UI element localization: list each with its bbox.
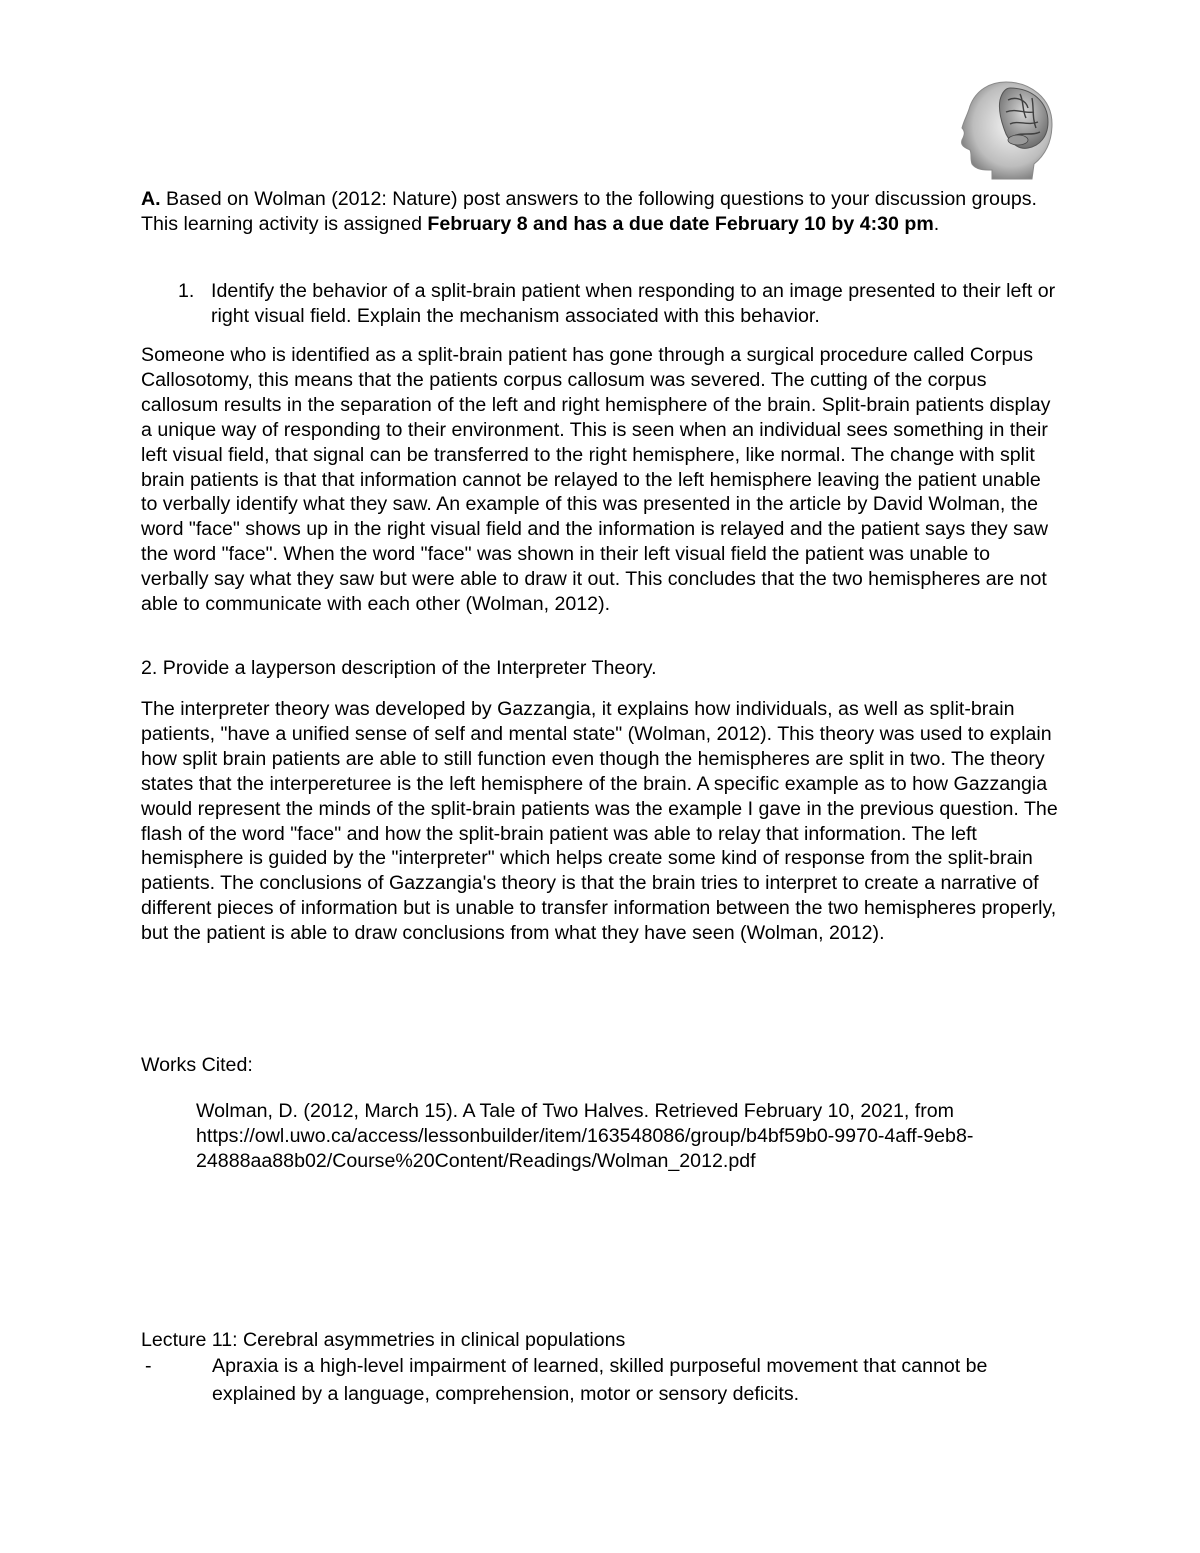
bullet-text: Apraxia is a high-level impairment of learned, skilled purposeful movement that cannot be explained by a language, comprehension, motor or sensory deficits. [212, 1355, 988, 1405]
answer-1-paragraph: Someone who is identified as a split-brain patient has gone through a surgical procedure called Corpus Callosotomy, this means that the patients corpus callosum was severed. The cutting of the corpus callosum results in the separation of the left and right hemisphere of the brain. Split-brain patients display a unique way of responding to their environment. This is seen when an individual sees something in their left visual field, that signal can be transferred to the right hemisphere, like normal. The change with split brain patients is that that information cannot be relayed to the left hemisphere leaving the patient unable to verbally identify what they saw. An example of this was presented in the article by David Wolman, the word "face" shows up in the right visual field and the information is relayed and the patient says they saw the word "face". When the word "face" was shown in their left visual field the patient was unable to verbally say what they saw but were able to draw it out. This concludes that the two hemispheres are not able to communicate with each other (Wolman, 2012). [141, 344, 1051, 616]
citation-line: Wolman, D. (2012, March 15). A Tale of Two Halves. Retrieved February 10, 2021, from [196, 1100, 954, 1122]
intro-text-end: . [933, 212, 940, 235]
due-date-text: February 8 and has a due date February 10 by 4:30 pm [427, 212, 934, 235]
citation-url-line: 24888aa88b02/Course%20Content/Readings/Wolman_2012.pdf [196, 1149, 756, 1172]
intro-paragraph [141, 187, 1061, 237]
bullet-marker: - [145, 1355, 152, 1377]
works-cited-heading: Works Cited: [141, 1054, 253, 1076]
citation-url-line: https://owl.uwo.ca/access/lessonbuilder/item/163548086/group/b4bf59b0-9970-4aff-9eb8- [196, 1124, 974, 1147]
question-2: 2. Provide a layperson description of the Interpreter Theory. [141, 657, 657, 679]
intro-text: Based on Wolman (2012: Nature) post answers to the following questions to your discussion groups. This learning activity is assigned [141, 188, 1037, 235]
answer-2-paragraph: The interpreter theory was developed by Gazzangia, it explains how individuals, as well as split-brain patients, "have a unified sense of self and mental state" (Wolman, 2012). This theory was used to explain how split brain patients are able to still function even though the hemispheres are split in two. The theory states that the interpereturee is the left hemisphere of the brain. A specific example as to how Gazzangia would represent the minds of the split-brain patients was the example I gave in the previous question. The flash of the word "face" and how the split-brain patient was able to relay that information. The left hemisphere is guided by the "interpreter" which helps create some kind of response from the split-brain patients. The conclusions of Gazzangia's theory is that the brain tries to interpret to create a narrative of different pieces of information but is unable to transfer information between the two hemispheres properly, but the patient is able to draw conclusions from what they have seen (Wolman, 2012). [141, 698, 1058, 945]
question-1-text: Identify the behavior of a split-brain patient when responding to an image presented to their left or right visual field. Explain the mechanism associated with this behavior. [211, 280, 1056, 327]
citation-entry [196, 1099, 1076, 1174]
brain-head-logo-icon [948, 78, 1058, 180]
lecture-heading: Lecture 11: Cerebral asymmetries in clinical populations [141, 1329, 626, 1351]
section-label: A. [141, 188, 161, 210]
question-1-number: 1. [178, 280, 195, 302]
